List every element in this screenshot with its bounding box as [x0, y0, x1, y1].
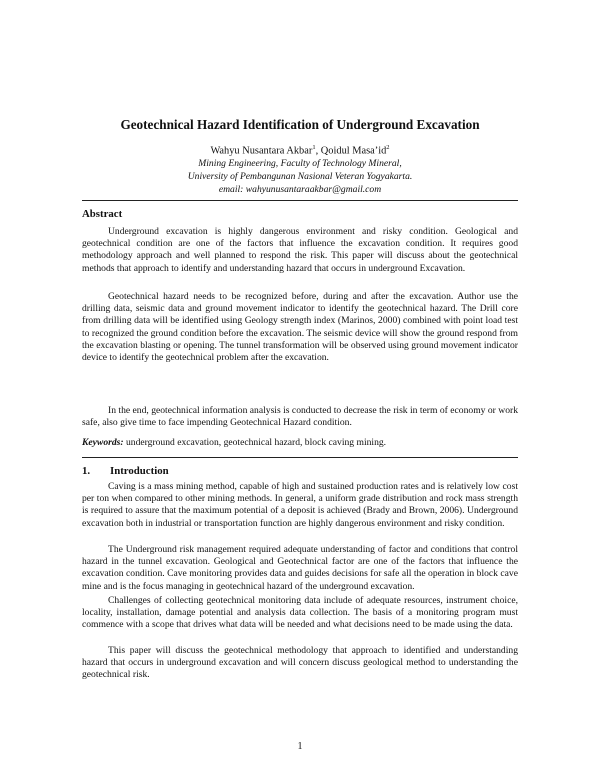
keywords-label: Keywords: — [82, 437, 124, 448]
body-paragraph: Caving is a mass mining method, capable of high and sustained production rates and is relatively low cost per ton when compared to other mining methods. In general, a uniform grade distribution and rock mass strength is required to assure that the maximum potential of a deposit is achieved (Brady and Brown, 2006). Underground excavation both in industrial or transportation function are highly dangerous environment and risky condition. — [82, 481, 518, 529]
body-paragraph: This paper will discuss the geotechnical methodology that approach to identified and understanding hazard that occurs in underground excavation and will concern discuss geological method to understanding the geotechnical risk. — [82, 645, 518, 681]
divider — [82, 457, 518, 458]
author-superscript: 1 — [312, 144, 316, 151]
abstract-paragraph: In the end, geotechnical information analysis is conducted to decrease the risk in term of economy or work safe, also give time to face impending Geotechnical Hazard condition. — [82, 405, 518, 429]
paper-title: Geotechnical Hazard Identification of Underground Excavation — [120, 117, 480, 132]
abstract-paragraph: Underground excavation is highly dangerous environment and risky condition. Geological and geotechnical condition are one of the factors that influence the excavation condition. It requires good methodology approach and well planned to respond the risk. This paper will discuss about the geotechnical methods that approach to identify and understanding hazard that occurs in underground Excavation. — [82, 226, 518, 274]
section-number: 1. — [82, 465, 91, 477]
body-paragraph: The Underground risk management required adequate understanding of factor and conditions that control hazard in the tunnel excavation. Geological and Geotechnical factor are one of the factors that influence the excavation condition. Cave monitoring provides data and guides decisions for safe all the operation in block cave mine and is the focus managing in geotechnical hazard of the underground excavation. — [82, 544, 518, 592]
abstract-heading: Abstract — [82, 208, 123, 220]
keywords-text: underground excavation, geotechnical hazard, block caving mining. — [123, 437, 387, 448]
affiliation-line: University of Pembangunan Nasional Veteran Yogyakarta. — [187, 171, 413, 182]
abstract-paragraph: Geotechnical hazard needs to be recognized before, during and after the excavation. Author use the drilling data, seismic data and ground movement indicator to identify the geotechnical hazard. The Drill core from drilling data will be identified using Geology strength index (Marinos, 2000) combined with point load test to recognized the ground condition before the excavation. The seismic device will show the ground respond from the excavation blasting or opening. The tunnel transformation will be observed using ground movement indicator device to identify the geotechnical problem after the excavation. — [82, 291, 518, 364]
body-paragraph: Challenges of collecting geotechnical monitoring data include of adequate resources, instrument choice, locality, installation, damage potential and analysis data collection. The basis of a monitoring program must commence with a scope that drives what data will be needed and what decisions need to be made using the data. — [82, 595, 518, 631]
affiliation-line: Mining Engineering, Faculty of Technology Mineral, — [198, 158, 402, 169]
author-superscript: 2 — [386, 144, 390, 151]
keywords-line — [82, 437, 386, 448]
author-separator: , — [315, 145, 321, 157]
author-name: Wahyu Nusantara Akbar — [210, 145, 313, 157]
page-number: 1 — [297, 741, 303, 752]
divider — [82, 200, 518, 201]
author-email: email: wahyunusantaraakbar@gmail.com — [218, 184, 382, 195]
section-heading: Introduction — [110, 465, 169, 477]
author-name: Qoidul Masa’id — [320, 145, 387, 157]
author-line — [0, 144, 600, 156]
